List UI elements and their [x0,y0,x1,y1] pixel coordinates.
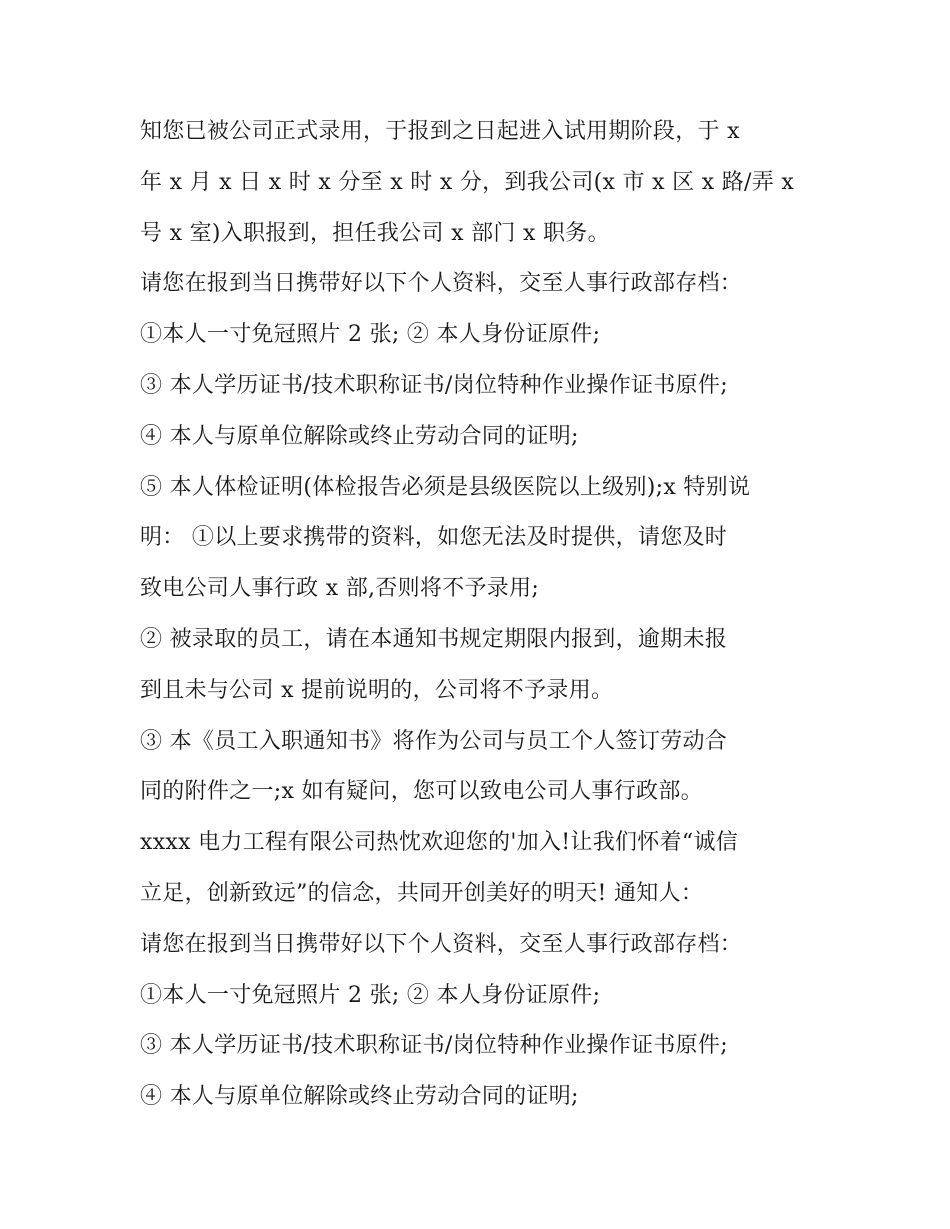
text-line: ①本人一寸免冠照片 2 张; ② 本人身份证原件; [140,982,601,1008]
text-line: ③ 本人学历证书/技术职称证书/岗位特种作业操作证书原件; [140,1033,728,1059]
text-line: ④ 本人与原单位解除或终止劳动合同的证明; [140,423,579,449]
text-line: 同的附件之一;x 如有疑问，您可以致电公司人事行政部。 [140,779,703,805]
text-line: xxxx 电力工程有限公司热忱欢迎您的'加入!让我们怀着“诚信 [140,830,739,856]
text-line: 到且未与公司 x 提前说明的，公司将不予录用。 [140,677,614,703]
text-line: ⑤ 本人体检证明(体检报告必须是县级医院以上级别);x 特别说 [140,474,751,500]
text-line: 明： ①以上要求携带的资料，如您无法及时提供，请您及时 [140,525,728,551]
text-line: ② 被录取的员工，请在本通知书规定期限内报到，逾期未报 [140,626,728,652]
text-line: 致电公司人事行政 x 部,否则将不予录用; [140,576,540,602]
text-line: 立足，创新致远”的信念，共同开创美好的明天! 通知人： [140,880,704,906]
text-line: ③ 本人学历证书/技术职称证书/岗位特种作业操作证书原件; [140,372,728,398]
text-line: 年 x 月 x 日 x 时 x 分至 x 时 x 分，到我公司(x 市 x 区 x 路/弄 x [140,169,795,195]
text-line: ④ 本人与原单位解除或终止劳动合同的证明; [140,1084,579,1110]
text-line: ③ 本《员工入职通知书》将作为公司与员工个人签订劳动合 [140,728,728,754]
document-body [140,107,815,1123]
text-line: ①本人一寸免冠照片 2 张; ② 本人身份证原件; [140,322,601,348]
text-line: 号 x 室)入职报到，担任我公司 x 部门 x 职务。 [140,220,610,246]
text-line: 请您在报到当日携带好以下个人资料，交至人事行政部存档： [140,931,743,957]
text-line: 请您在报到当日携带好以下个人资料，交至人事行政部存档： [140,271,743,297]
text-line: 知您已被公司正式录用，于报到之日起进入试用期阶段，于 x [140,119,740,144]
